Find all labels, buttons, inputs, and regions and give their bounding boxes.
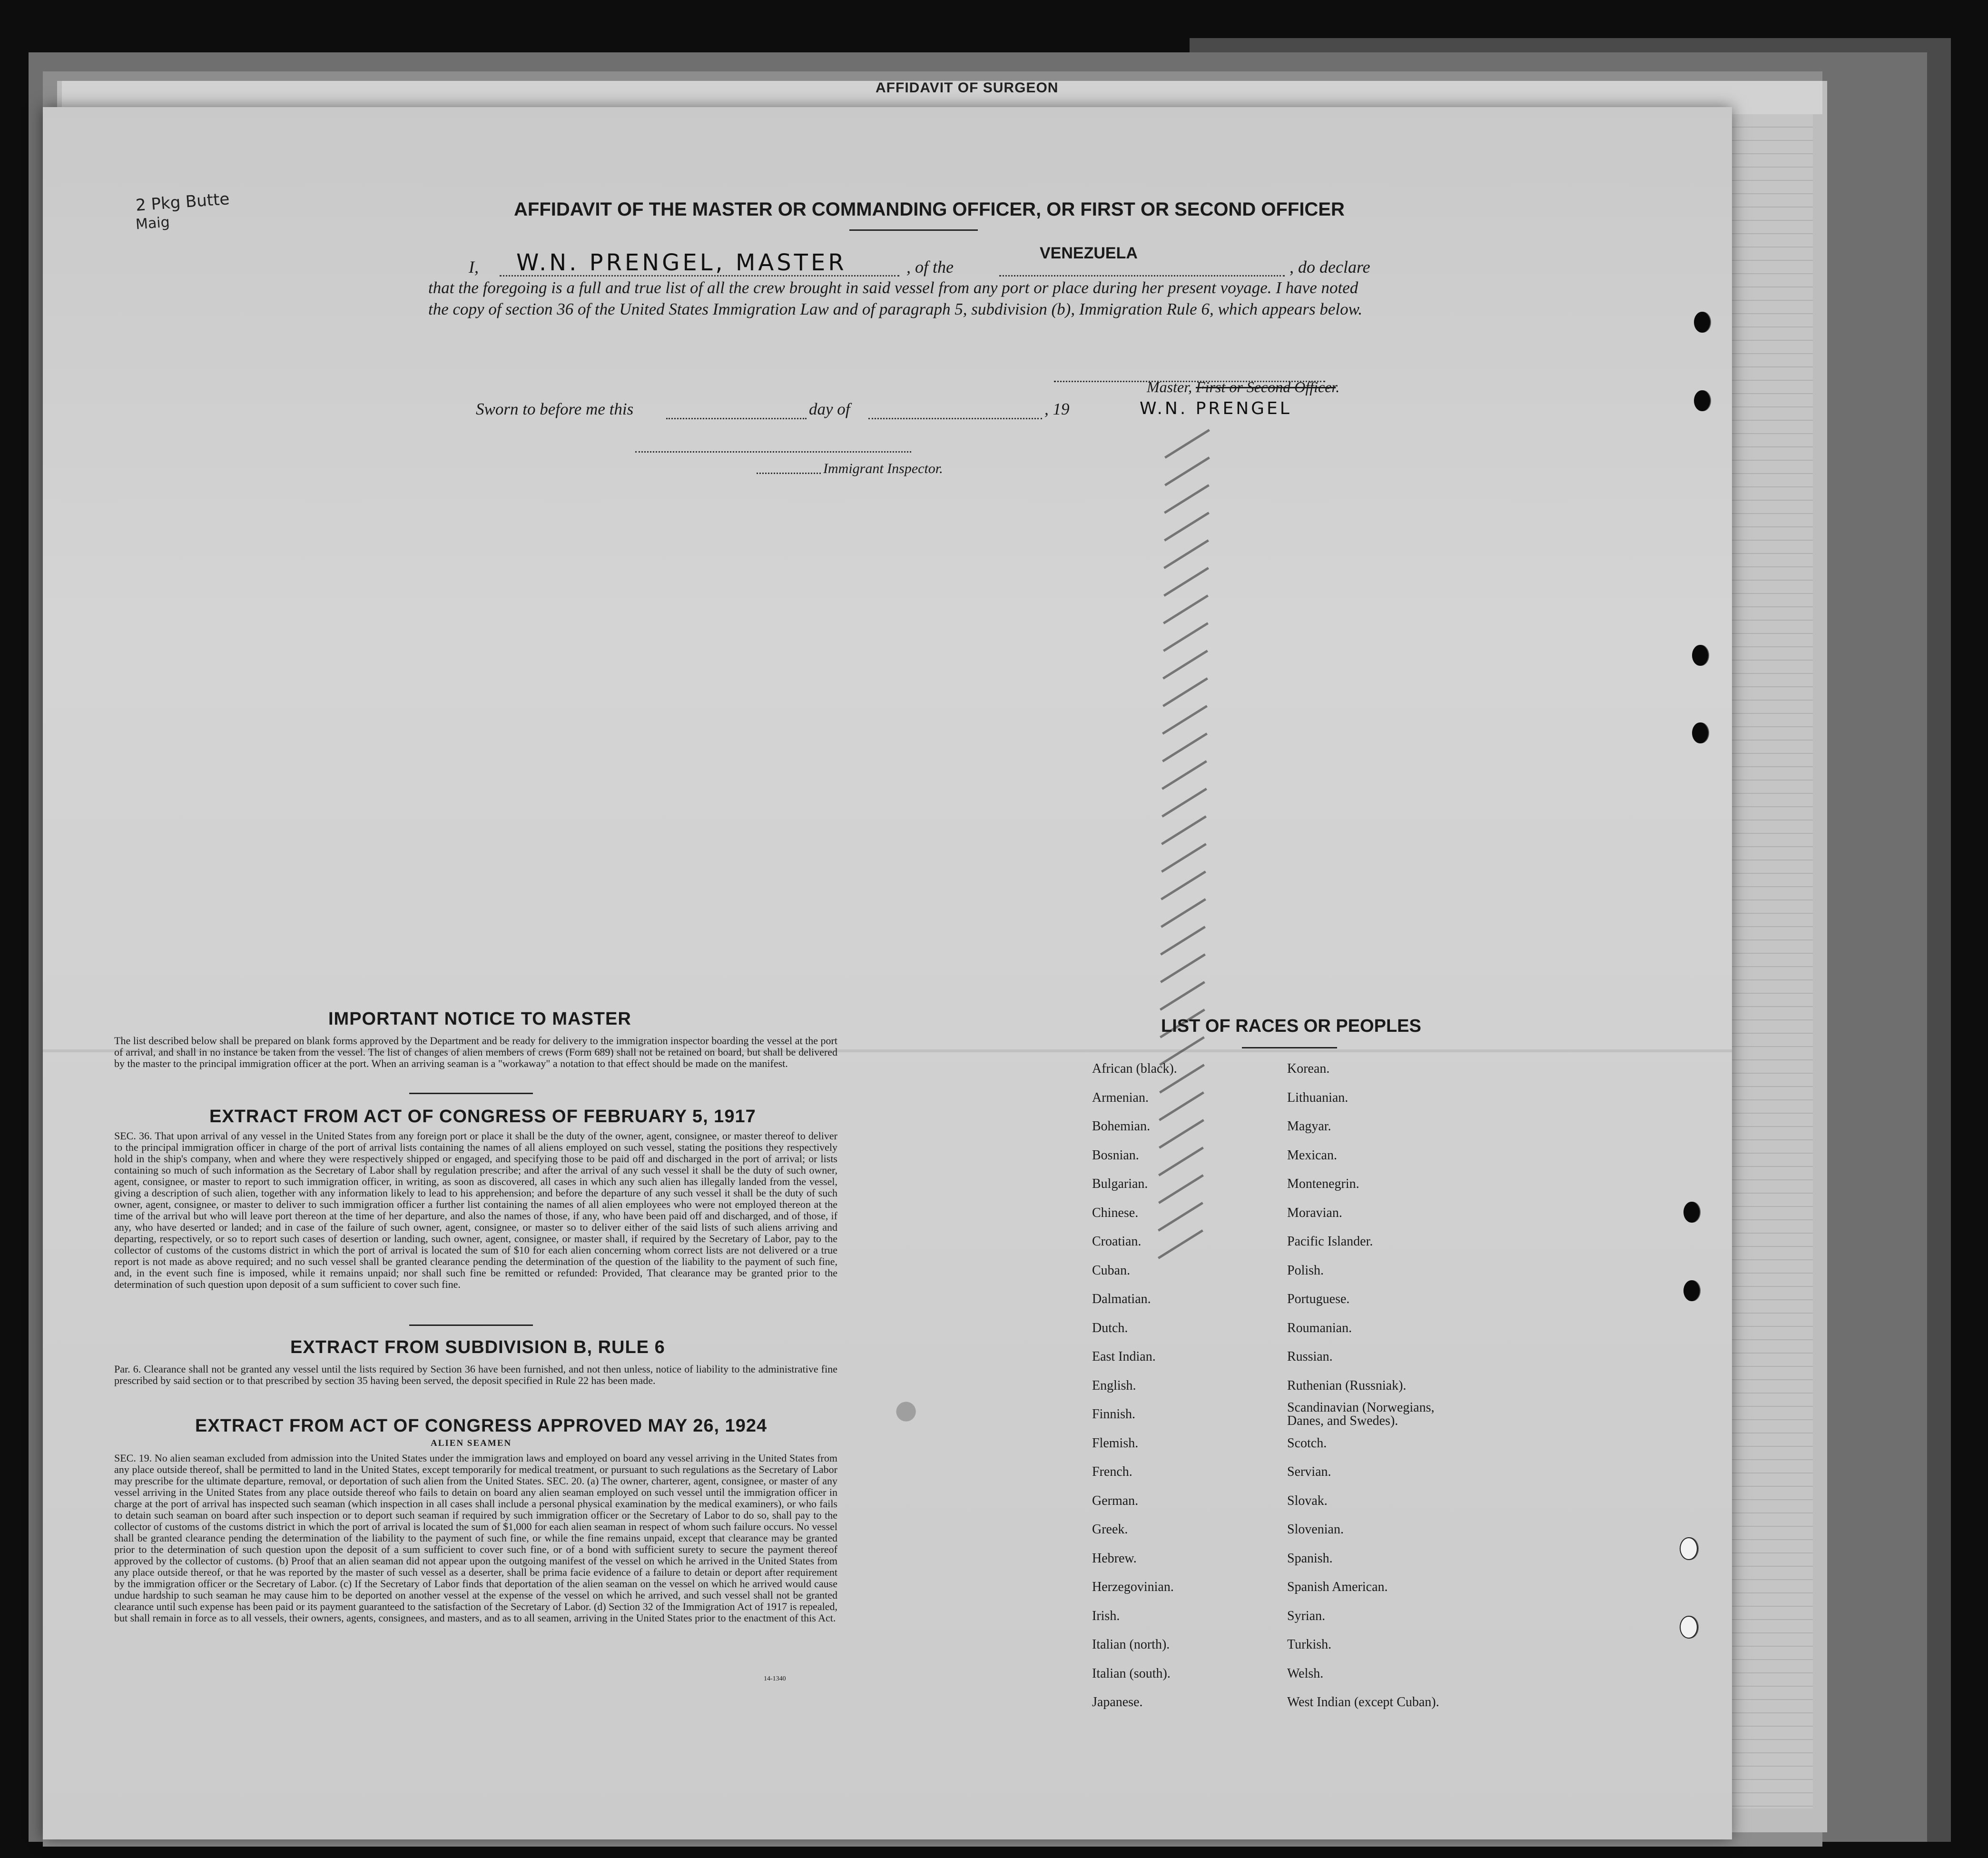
race-entry: Polish.	[1287, 1263, 1324, 1278]
title-underline	[849, 229, 978, 231]
race-entry: Finnish.	[1092, 1407, 1136, 1422]
punch-hole	[1694, 312, 1710, 333]
inspector-dot-leader	[757, 473, 821, 474]
surgeon-affidavit-heading: AFFIDAVIT OF SURGEON	[876, 80, 1059, 96]
faint-stamp-mark: ●	[893, 1393, 919, 1426]
sworn-month-line	[868, 418, 1042, 419]
race-entry: Montenegrin.	[1287, 1176, 1359, 1191]
alien-seamen-subtitle: ALIEN SEAMEN	[431, 1438, 512, 1448]
sworn-label: Sworn to before me this	[476, 400, 634, 418]
punch-hole	[1692, 722, 1708, 743]
race-entry: Korean.	[1287, 1061, 1330, 1076]
vessel-name-line	[999, 275, 1285, 277]
race-entry: East Indian.	[1092, 1349, 1156, 1364]
notice-body: The list described below shall be prepared on blank forms approved by the Department and be ready for delivery to the immigration inspector boarding the vessel at the port of arrival, and shall in no instance be taken from the vessel. The list of changes of alien members of crews (Form 689) shall not be retained on board, but shall be delivered by the master to the principal immigration officer at the port. When an arriving seaman is a "workaway" a notation to that effect should be made on the manifest.	[114, 1035, 837, 1069]
punch-hole	[1680, 1537, 1698, 1560]
declaration-i-label: I,	[469, 257, 479, 277]
punch-hole	[1683, 1280, 1700, 1301]
race-entry: Italian (south).	[1092, 1666, 1171, 1681]
race-entry: Armenian.	[1092, 1090, 1149, 1105]
declaration-body: that the foregoing is a full and true list of all the crew brought in said vessel from any port or place during her present voyage. I have noted the copy of section 36 of the United States Immigration Law and of paragraph 5, subdivision (b), Immigration Rule 6, which appears below.	[428, 278, 1363, 318]
race-entry: Scotch.	[1287, 1435, 1327, 1451]
race-entry: Flemish.	[1092, 1435, 1139, 1451]
year-label: , 19	[1044, 400, 1070, 418]
master-name-handwritten: W.N. PRENGEL, MASTER	[516, 249, 847, 276]
races-list-title: LIST OF RACES OR PEOPLES	[1161, 1016, 1421, 1036]
punch-hole	[1694, 390, 1710, 411]
race-entry: Italian (north).	[1092, 1637, 1170, 1652]
race-entry: Syrian.	[1287, 1608, 1326, 1623]
race-entry: German.	[1092, 1493, 1139, 1508]
handwritten-margin-note: Maig	[135, 214, 170, 233]
extract-rule6-body: Par. 6. Clearance shall not be granted any vessel until the lists required by Section 36 have been furnished, and not then unless, notice of liability to the administrative fine prescribed by said section or to that prescribed by section 35 having been served, the deposit specified in Rule 22 has been made.	[114, 1363, 837, 1386]
section-divider	[409, 1324, 533, 1326]
extract-1917-title: EXTRACT FROM ACT OF CONGRESS OF FEBRUARY 5, 1917	[209, 1107, 756, 1127]
race-entry: Chinese.	[1092, 1205, 1139, 1220]
race-entry: Japanese.	[1092, 1695, 1143, 1710]
race-entry: Dalmatian.	[1092, 1292, 1151, 1306]
race-entry: Ruthenian (Russniak).	[1287, 1378, 1407, 1393]
section-divider	[409, 1093, 533, 1094]
race-entry: Bohemian.	[1092, 1119, 1151, 1134]
punch-hole	[1692, 645, 1708, 666]
race-entry: Turkish.	[1287, 1637, 1332, 1652]
race-entry: Bosnian.	[1092, 1147, 1139, 1163]
notice-title: IMPORTANT NOTICE TO MASTER	[328, 1009, 631, 1029]
race-entry: Greek.	[1092, 1522, 1128, 1537]
extract-1924-title: EXTRACT FROM ACT OF CONGRESS APPROVED MAY 26, 1924	[195, 1416, 768, 1436]
race-entry: French.	[1092, 1464, 1132, 1479]
race-entry: Irish.	[1092, 1608, 1120, 1623]
sworn-day-line	[666, 418, 807, 419]
vessel-name: VENEZUELA	[1040, 244, 1138, 262]
race-entry: Lithuanian.	[1287, 1090, 1348, 1105]
master-role-label: Master, First or Second Officer.	[1147, 378, 1340, 395]
inspector-signature-line	[635, 451, 911, 453]
race-entry: Portuguese.	[1287, 1292, 1350, 1306]
race-entry: Scandinavian (Norwegians, Danes, and Swedes).	[1287, 1400, 1435, 1428]
race-entry: Bulgarian.	[1092, 1176, 1148, 1191]
race-entry: Russian.	[1287, 1349, 1333, 1364]
race-entry: Servian.	[1287, 1464, 1331, 1479]
race-entry: English.	[1092, 1378, 1136, 1393]
race-entry: Hebrew.	[1092, 1551, 1137, 1566]
do-declare-label: , do declare	[1289, 257, 1370, 277]
race-entry: Spanish American.	[1287, 1580, 1388, 1594]
race-entry: Magyar.	[1287, 1119, 1331, 1134]
extract-1917-body: SEC. 36. That upon arrival of any vessel in the United States from any foreign port or place it shall be the duty of the owner, agent, consignee, or master thereof to deliver to the principal immigration officer in charge of the port of arrival lists containing the names of all aliens employed on such vessel, stating the positions they respectively hold in the ship's company, when and where they were respectively shipped or engaged, and specifying those to be paid off and discharged in the port of arrival; or lists containing so much of such information as the Secretary of Labor shall by regulation prescribe; and after the arrival of any such vessel it shall be the duty of such owner, agent, consignee, or master to report to such immigration officer, in writing, as soon as discovered, all cases in which any such alien has illegally landed from the vessel, giving a description of such alien, together with any information likely to lead to his apprehension; and before the departure of any such vessel it shall be the duty of such owner, agent, consignee, or master to deliver to such immigration officer a further list containing the names of all alien employees who were not employed thereon at the time of the arrival but who will leave port thereon at the time of her departure, and also the names of those, if any, who have been paid off and discharged, and of those, if any, who have deserted or landed; and in case of the failure of such owner, agent, consignee, or master so to deliver either of the said lists of such aliens arriving and departing, respectively, or so to report such cases of desertion or landing, such owner, agent, consignee, or master shall, if required by the Secretary of Labor, pay to the collector of customs of the customs district in which the port of arrival is located the sum of $10 for each alien concerning whom correct lists are not delivered or a true report is not made as above required; and no such vessel shall be granted clearance pending the determination of the question of the liability to the payment of such fine, and, in the event such fine is imposed, while it remains unpaid; nor shall such fine be remitted or refunded: Provided, That clearance may be granted prior to the determination of such question upon deposit of a sum sufficient to cover such fine.	[114, 1130, 837, 1290]
form-number: 14-1340	[764, 1675, 786, 1682]
ruled-margin-underlying-sheet	[1732, 114, 1813, 1809]
race-entry: Slovak.	[1287, 1493, 1328, 1508]
race-entry: Cuban.	[1092, 1263, 1131, 1278]
race-entry: African (black).	[1092, 1061, 1177, 1076]
master-signature: W.N. PRENGEL	[1140, 399, 1292, 418]
extract-1924-body: SEC. 19. No alien seaman excluded from admission into the United States under the immigration laws and employed on board any vessel arriving in the United States from any place outside thereof, shall be permitted to land in the United States, except temporarily for medical treatment, or pursuant to such regulations as the Secretary of Labor may prescribe for the ultimate departure, removal, or deportation of such alien from the United States. SEC. 20. (a) The owner, charterer, agent, consignee, or master of any vessel arriving in the United States from any place outside thereof who fails to detain on board any alien seaman employed on such vessel until the immigration officer in charge at the port of arrival has inspected such seaman (which inspection in all cases shall include a personal physical examination by the medical examiners), or who fails to detain such seaman on board after such inspection or to deport such seaman if required by such immigration officer or the Secretary of Labor to do so, shall pay to the collector of customs of the customs district in which the port of arrival is located the sum of $1,000 for each alien seaman in respect of whom such failure occurs. No vessel shall be granted clearance pending the determination of the liability to the payment of such fine, or while the fine remains unpaid, except that clearance may be granted prior to the determination of such question upon the deposit of a sum sufficient to cover such fine, or of a bond with sufficient surety to secure the payment thereof approved by the collector of customs. (b) Proof that an alien seaman did not appear upon the outgoing manifest of the vessel on which he arrived in the United States from any place outside thereof, or that he was reported by the master of such vessel as a deserter, shall be prima facie evidence of a failure to detain or deport after requirement by the immigration officer or the Secretary of Labor. (c) If the Secretary of Labor finds that deportation of the alien seaman on the vessel on which he arrived would cause undue hardship to such seaman he may cause him to be deported on another vessel at the expense of the vessel on which he arrived, and such vessel shall not be granted clearance until such expense has been paid or its payment guaranteed to the satisfaction of the Secretary of Labor. (d) Section 32 of the Immigration Act of 1917 is repealed, but shall remain in force as to all vessels, their owners, agents, consignees, and masters, and as to all seamen, arriving in the United States prior to the enactment of this Act.	[114, 1452, 837, 1624]
affidavit-title: AFFIDAVIT OF THE MASTER OR COMMANDING OFFICER, OR FIRST OR SECOND OFFICER	[514, 199, 1345, 220]
race-entry: Pacific Islander.	[1287, 1234, 1373, 1249]
punch-hole	[1680, 1616, 1698, 1639]
race-entry: Welsh.	[1287, 1666, 1324, 1681]
race-entry: Moravian.	[1287, 1205, 1342, 1220]
of-the-label: , of the	[906, 257, 954, 277]
races-title-underline	[1242, 1047, 1337, 1048]
day-of-label: day of	[809, 400, 850, 418]
race-entry: Spanish.	[1287, 1551, 1333, 1566]
race-entry: Roumanian.	[1287, 1320, 1352, 1335]
race-entry: Herzegovinian.	[1092, 1580, 1174, 1594]
race-entry: West Indian (except Cuban).	[1287, 1695, 1439, 1710]
race-entry: Croatian.	[1092, 1234, 1142, 1249]
punch-hole	[1683, 1202, 1700, 1223]
inspector-label: Immigrant Inspector.	[823, 461, 943, 476]
race-entry: Dutch.	[1092, 1320, 1128, 1335]
race-entry: Slovenian.	[1287, 1522, 1344, 1537]
extract-rule6-title: EXTRACT FROM SUBDIVISION B, RULE 6	[290, 1337, 665, 1357]
handwritten-margin-note: 2 Pkg Butte	[135, 189, 230, 215]
race-entry: Mexican.	[1287, 1147, 1337, 1163]
